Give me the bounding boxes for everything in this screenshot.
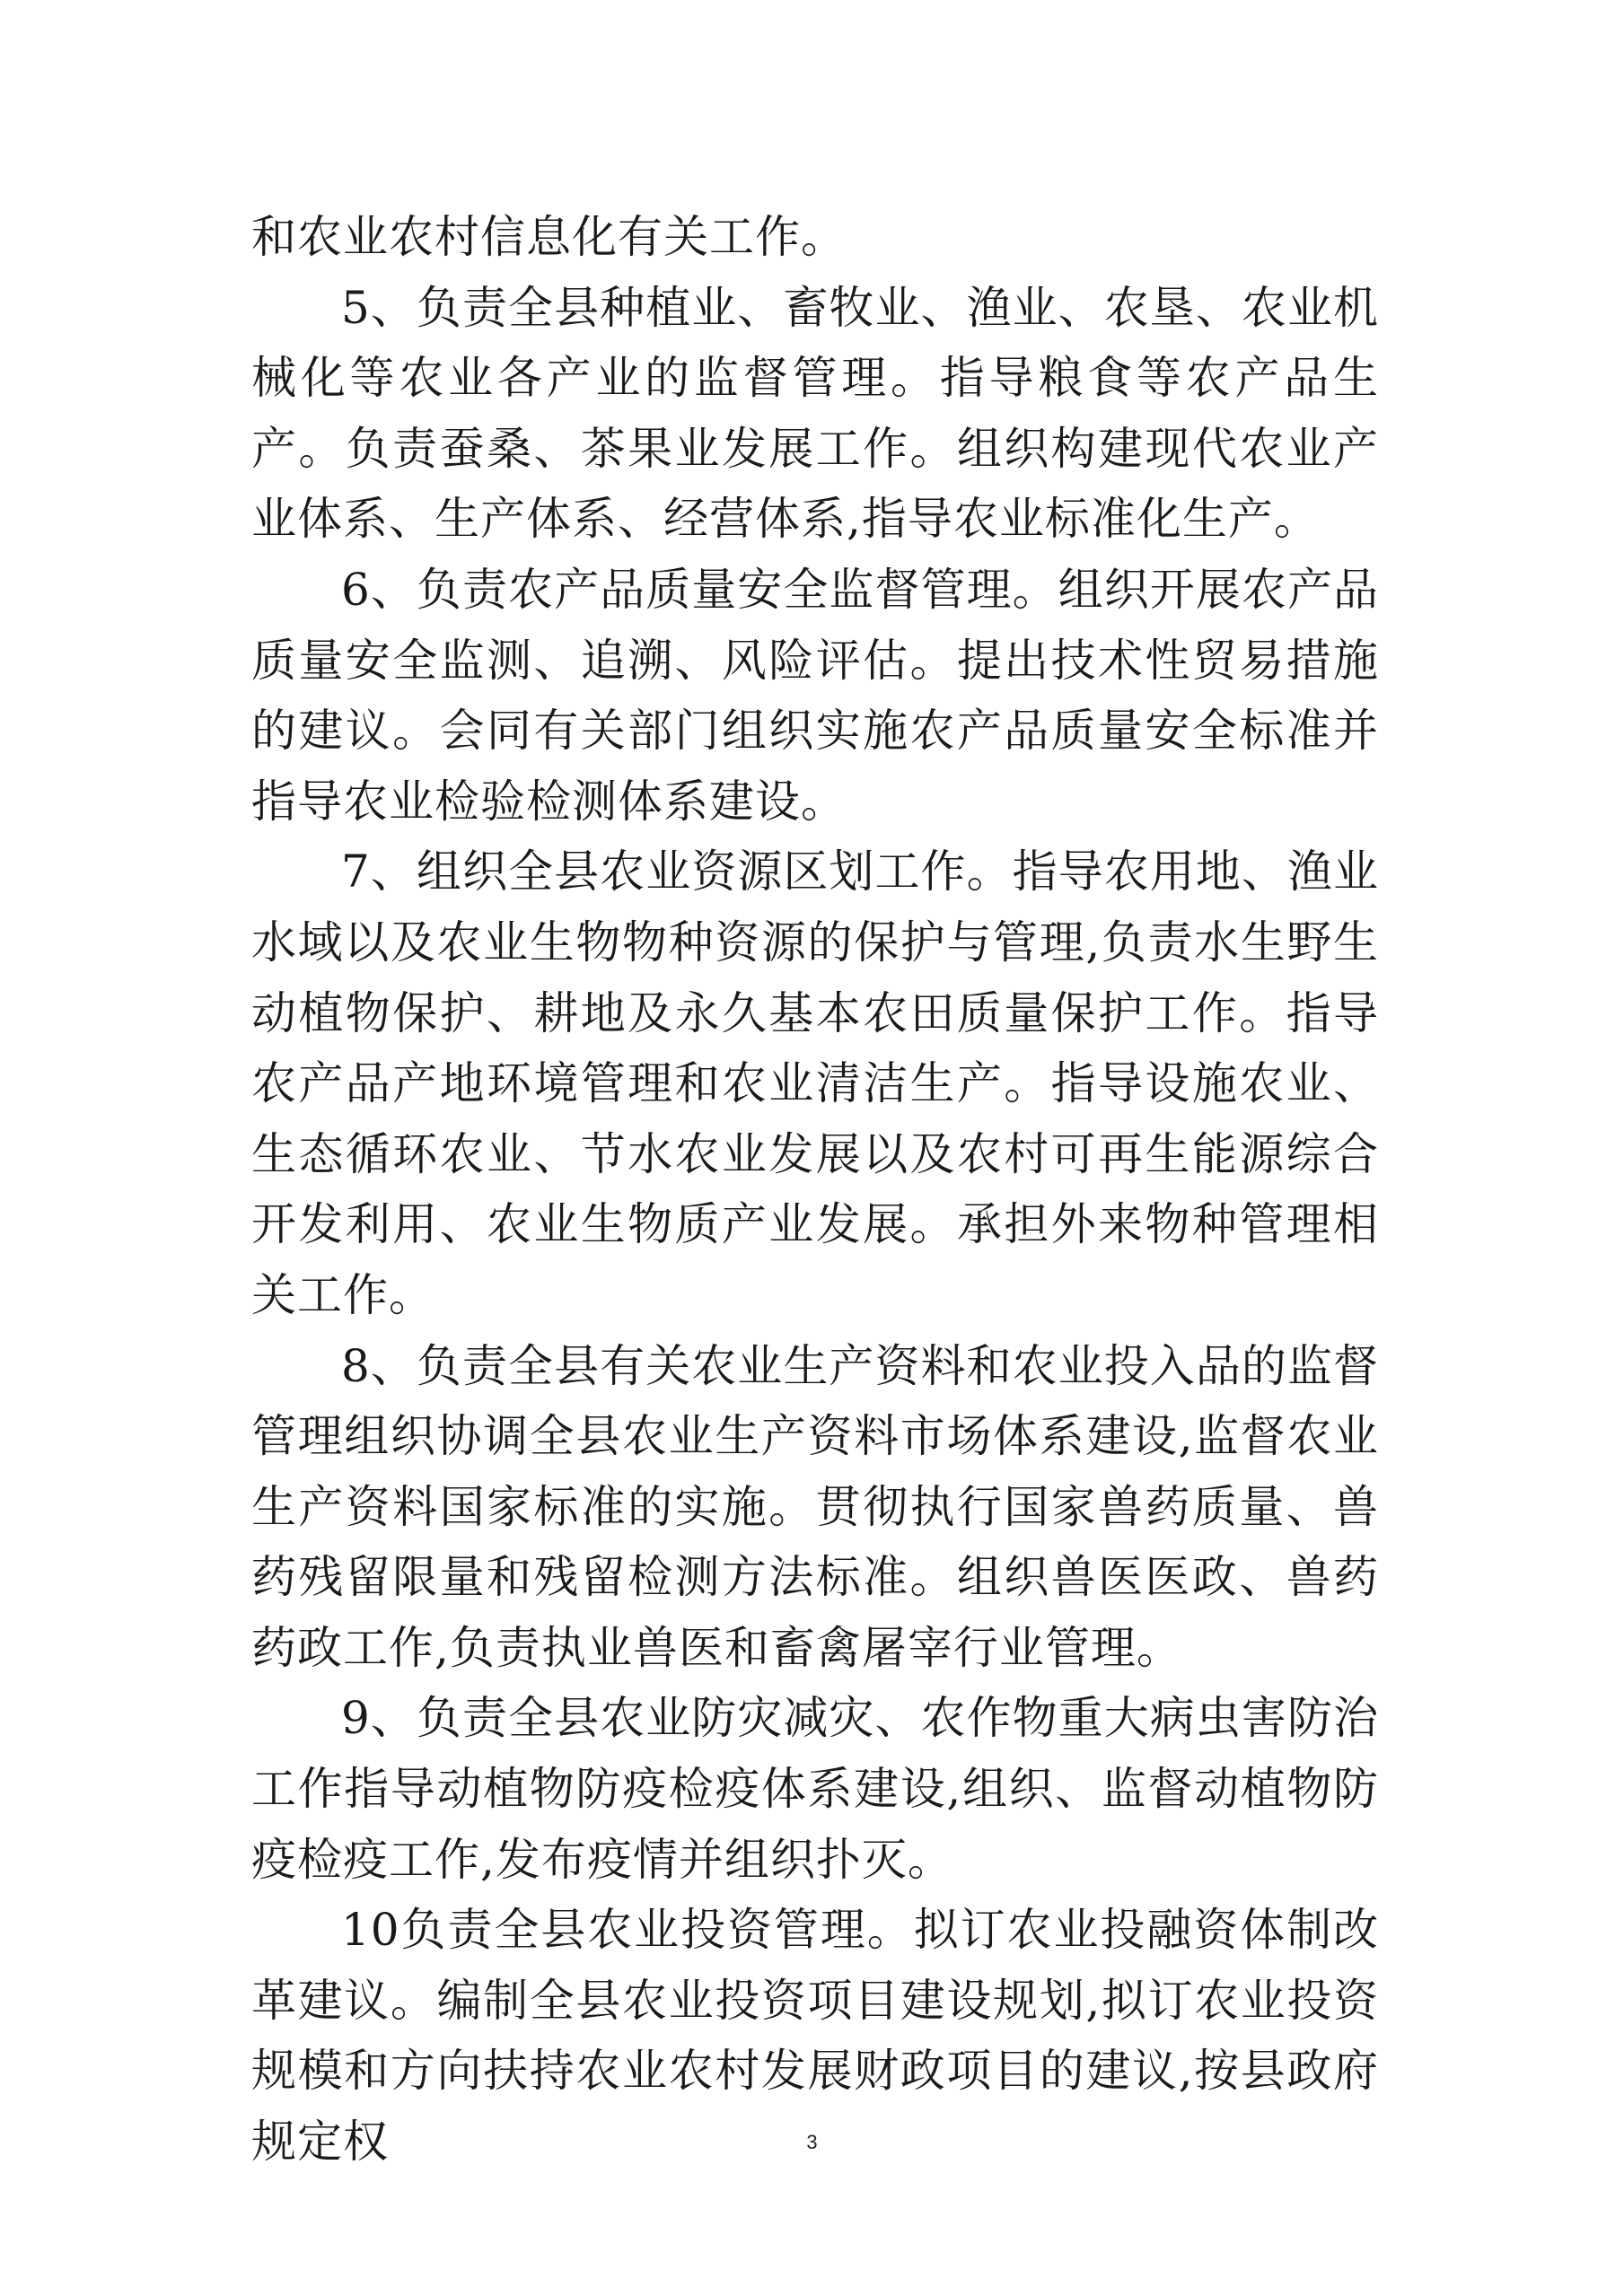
paragraph-item-6: 6、负责农产品质量安全监督管理。组织开展农产品质量安全监测、追溯、风险评估。提出技术性贸易措施的建议。会同有关部门组织实施农产品质量安全标准并指导农业检验检测体系建设。 (251, 563, 1379, 828)
paragraph-item-5: 5、负责全县种植业、畜牧业、渔业、农垦、农业机械化等农业各产业的监督管理。指导粮食等农产品生产。负责蚕桑、茶果业发展工作。组织构建现代农业产业体系、生产体系、经营体系,指导农业标准化生产。 (251, 281, 1379, 546)
paragraph-continuation: 和农业农村信息化有关工作。 (251, 211, 847, 263)
page-number: 3 (806, 2131, 818, 2153)
document-body (251, 202, 1379, 2178)
paragraph-item-10: 10负责全县农业投资管理。拟订农业投融资体制改革建议。编制全县农业投资项目建设规划,拟订农业投资规模和方向扶持农业农村发展财政项目的建议,按县政府规定权 (251, 1904, 1379, 2169)
paragraph-item-9: 9、负责全县农业防灾减灾、农作物重大病虫害防治工作指导动植物防疫检疫体系建设,组织、监督动植物防疫检疫工作,发布疫情并组织扑灭。 (251, 1692, 1379, 1886)
paragraph-item-7: 7、组织全县农业资源区划工作。指导农用地、渔业水域以及农业生物物种资源的保护与管理,负责水生野生动植物保护、耕地及永久基本农田质量保护工作。指导农产品产地环境管理和农业清洁生产。指导设施农业、生态循环农业、节水农业发展以及农村可再生能源综合开发利用、农业生物质产业发展。承担外来物种管理相关工作。 (251, 846, 1379, 1321)
paragraph-item-8: 8、负责全县有关农业生产资料和农业投入品的监督管理组织协调全县农业生产资料市场体系建设,监督农业生产资料国家标准的实施。贯彻执行国家兽药质量、兽药残留限量和残留检测方法标准。组织兽医医政、兽药药政工作,负责执业兽医和畜禽屠宰行业管理。 (251, 1339, 1379, 1674)
